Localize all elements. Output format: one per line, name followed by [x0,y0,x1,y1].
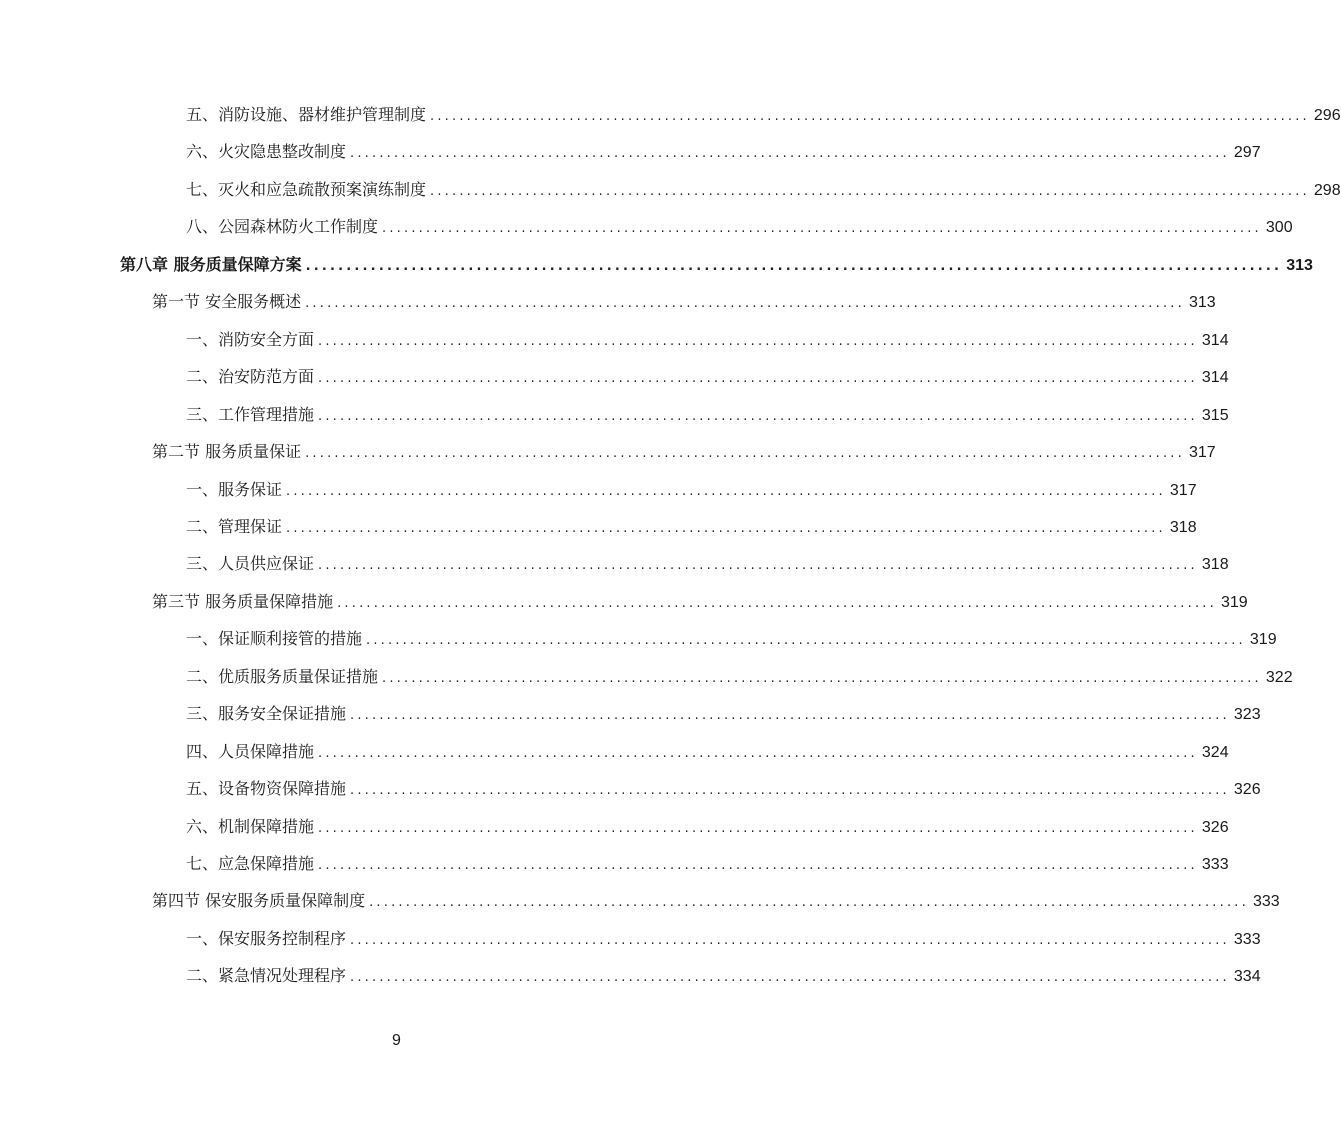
toc-entry-page: 314 [1201,332,1229,349]
toc-leader-dots: ........................................................................................................................ [318,371,1198,386]
toc-entry-title: 七、灭火和应急疏散预案演练制度 [186,180,427,199]
toc-leader-dots: ........................................................................................................................ [382,221,1262,236]
toc-leader-dots: ........................................................................................................................ [318,334,1198,349]
toc-entry-page: 314 [1201,369,1229,386]
toc-leader-dots: ........................................................................................................................ [318,821,1198,836]
toc-entry-title: 八、公园森林防火工作制度 [186,217,379,236]
toc-entry-title: 三、服务安全保证措施 [186,704,347,723]
toc-entry[interactable] [186,662,1293,692]
toc-leader-dots: ........................................................................................................................ [350,783,1230,798]
toc-leader-dots: ........................................................................................................................ [305,259,1283,274]
toc-entry-page: 313 [1286,257,1313,274]
toc-entry-page: 317 [1188,444,1216,461]
toc-entry-title: 第八章 服务质量保障方案 [120,255,302,274]
toc-entry[interactable] [186,325,1229,355]
toc-entry-title: 三、工作管理措施 [186,405,315,424]
toc-entry[interactable] [186,475,1197,505]
toc-entry-page: 296 [1313,107,1341,124]
toc-entry-page: 315 [1201,407,1229,424]
toc-entry-title: 四、人员保障措施 [186,742,315,761]
toc-entry[interactable] [152,437,1216,467]
toc-entry-title: 三、人员供应保证 [186,554,315,573]
toc-leader-dots: ........................................................................................................................ [430,109,1310,124]
toc-entry[interactable] [152,886,1280,916]
toc-entry-title: 一、保安服务控制程序 [186,929,347,948]
toc-entry[interactable] [186,175,1341,205]
toc-entry-title: 一、消防安全方面 [186,330,315,349]
toc-leader-dots: ........................................................................................................................ [305,296,1185,311]
toc-entry[interactable] [186,624,1277,654]
toc-entry[interactable] [186,849,1229,879]
toc-entry-page: 319 [1220,594,1248,611]
toc-entry-title: 六、火灾隐患整改制度 [186,142,347,161]
toc-leader-dots: ........................................................................................................................ [318,746,1198,761]
toc-entry-title: 六、机制保障措施 [186,817,315,836]
toc-entry-page: 326 [1201,819,1229,836]
toc-entry-page: 297 [1233,144,1261,161]
toc-entry-title: 五、设备物资保障措施 [186,779,347,798]
toc-entry[interactable] [186,400,1229,430]
toc-entry[interactable] [120,250,1313,280]
toc-entry[interactable] [186,699,1261,729]
toc-leader-dots: ........................................................................................................................ [350,708,1230,723]
toc-entry[interactable] [186,362,1229,392]
toc-entry[interactable] [186,137,1261,167]
toc-entry-page: 319 [1249,631,1277,648]
toc-entry-page: 333 [1252,893,1280,910]
toc-entry-page: 313 [1188,294,1216,311]
toc-entry-page: 298 [1313,182,1341,199]
toc-entry-title: 第四节 保安服务质量保障制度 [152,891,366,910]
toc-entry-page: 317 [1169,482,1197,499]
toc-leader-dots: ........................................................................................................................ [430,184,1310,199]
toc-leader-dots: ........................................................................................................................ [318,409,1198,424]
toc-entry[interactable] [186,961,1261,991]
toc-entry[interactable] [186,549,1229,579]
toc-leader-dots: ........................................................................................................................ [305,446,1185,461]
toc-leader-dots: ........................................................................................................................ [337,596,1217,611]
toc-entry[interactable] [186,774,1261,804]
toc-entry-title: 第二节 服务质量保证 [152,442,302,461]
toc-entry-page: 324 [1201,744,1229,761]
toc-entry-title: 一、保证顺利接管的措施 [186,629,363,648]
toc-entry-page: 326 [1233,781,1261,798]
toc-entry[interactable] [152,587,1248,617]
toc-entry-page: 318 [1169,519,1197,536]
toc-leader-dots: ........................................................................................................................ [318,858,1198,873]
toc-leader-dots: ........................................................................................................................ [318,558,1198,573]
toc-entry-page: 322 [1265,669,1293,686]
toc-entry-title: 二、管理保证 [186,517,283,536]
toc-leader-dots: ........................................................................................................................ [350,933,1230,948]
toc-leader-dots: ........................................................................................................................ [369,895,1249,910]
toc-entry-title: 二、治安防范方面 [186,367,315,386]
toc-entry-page: 334 [1233,968,1261,985]
toc-leader-dots: ........................................................................................................................ [286,484,1166,499]
toc-entry-title: 二、优质服务质量保证措施 [186,667,379,686]
toc-entry[interactable] [186,737,1229,767]
toc-entry[interactable] [152,287,1216,317]
toc-entry-page: 333 [1201,856,1229,873]
toc-leader-dots: ........................................................................................................................ [286,521,1166,536]
toc-entry-page: 318 [1201,556,1229,573]
toc-entry-title: 二、紧急情况处理程序 [186,966,347,985]
toc-entry-page: 333 [1233,931,1261,948]
toc-entry-page: 300 [1265,219,1293,236]
toc-entry[interactable] [186,924,1261,954]
toc-entry[interactable] [186,212,1293,242]
toc-entry-title: 第三节 服务质量保障措施 [152,592,334,611]
toc-entry-title: 一、服务保证 [186,480,283,499]
toc-entry-title: 第一节 安全服务概述 [152,292,302,311]
toc-leader-dots: ........................................................................................................................ [350,970,1230,985]
toc-entry-title: 七、应急保障措施 [186,854,315,873]
toc-entry[interactable] [186,100,1341,130]
toc-entry[interactable] [186,812,1229,842]
toc-entry[interactable] [186,512,1197,542]
toc-leader-dots: ........................................................................................................................ [382,671,1262,686]
page-number: 9 [392,1032,401,1049]
toc-entry-title: 五、消防设施、器材维护管理制度 [186,105,427,124]
toc-entry-page: 323 [1233,706,1261,723]
toc-leader-dots: ........................................................................................................................ [350,146,1230,161]
toc-leader-dots: ........................................................................................................................ [366,633,1246,648]
